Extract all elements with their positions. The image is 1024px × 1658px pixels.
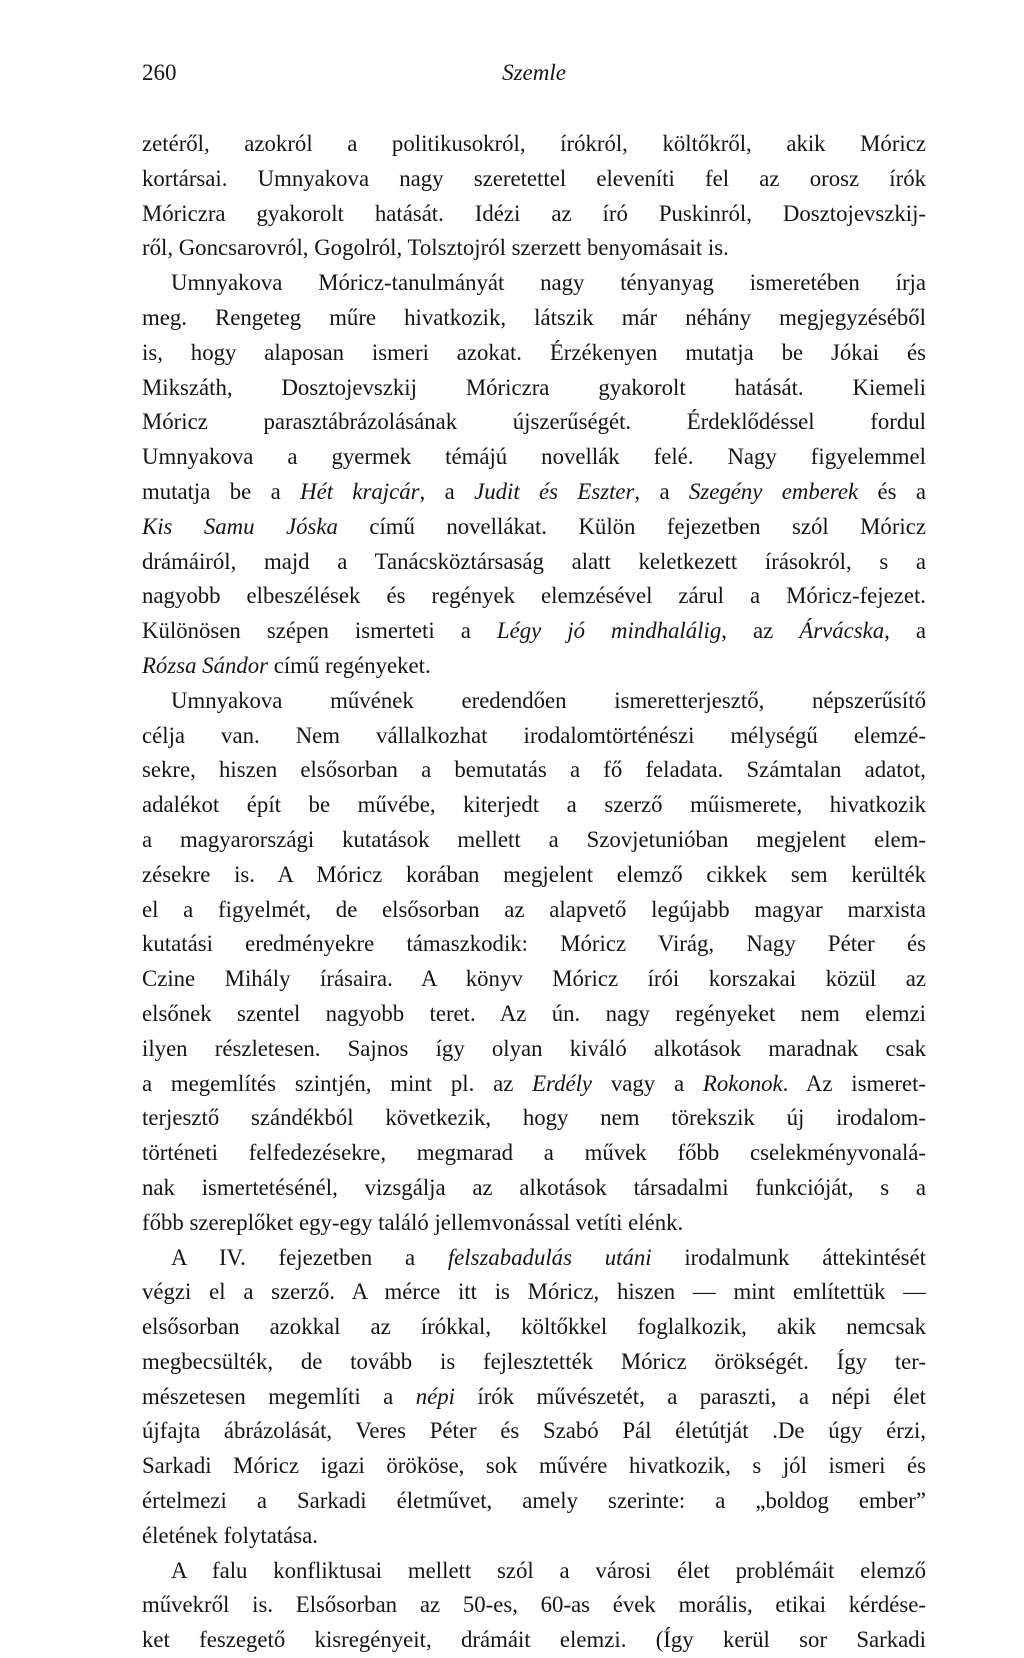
text-run: nagyobb elbeszélések és regények elemzésével zárul a Móricz-fejezet. — [142, 583, 926, 609]
text-run: mutatja be a — [142, 478, 301, 504]
italic-title: Judit és Eszter — [474, 478, 635, 504]
text-run: Móricz parasztábrázolásának újszerűségét. Érdeklődéssel fordul — [142, 409, 926, 435]
text-run: főbb szereplőket egy-egy találó jellemvonással vetíti elénk. — [142, 1209, 684, 1235]
text-line — [142, 1275, 926, 1310]
text-line — [142, 1171, 926, 1206]
text-run: zetéről, azokról a politikusokról, írókról, költőkről, akik Móricz — [142, 131, 926, 156]
text-line — [142, 927, 926, 962]
text-run: ket feszegető kisregényeit, drámáit elemzi. (Így kerül sor Sarkadi — [142, 1627, 926, 1653]
italic-title: Hét krajcár — [300, 478, 420, 504]
running-title: Szemle — [502, 60, 566, 85]
text-line — [142, 997, 926, 1032]
text-line — [142, 1101, 926, 1136]
paragraph — [142, 127, 926, 266]
text-run: végzi el a szerző. A mérce itt is Móricz, hiszen — mint említettük — — [142, 1279, 926, 1305]
text-run: elsősorban azokkal az írókkal, költőkkel foglalkozik, akik nemcsak — [142, 1314, 926, 1340]
text-run: , a — [419, 478, 475, 504]
text-run: mészetesen megemlíti a — [142, 1383, 416, 1409]
text-run: . Az ismeret- — [782, 1070, 926, 1096]
italic-title: Szegény emberek — [688, 478, 859, 504]
text-line — [142, 858, 926, 893]
text-line — [142, 371, 926, 406]
text-line — [142, 1449, 926, 1484]
text-line — [142, 336, 926, 371]
text-run: írók művészetét, a paraszti, a népi élet — [454, 1383, 926, 1409]
paragraph — [142, 1554, 926, 1658]
text-run: és a — [858, 478, 926, 504]
text-run: Umnyakova Móricz-tanulmányát nagy tényanyag ismeretében írja — [171, 270, 926, 296]
italic-title: Rózsa Sándor — [142, 652, 269, 678]
text-line — [142, 1345, 926, 1380]
italic-title: Rokonok — [702, 1070, 783, 1096]
text-line — [142, 1206, 926, 1241]
text-run: művekről is. Elsősorban az 50-es, 60-as évek morális, etikai kérdése- — [142, 1592, 926, 1618]
italic-title: Légy jó mindhalálig — [496, 618, 722, 644]
text-run: című novellákat. Külön fejezetben szól Móricz — [337, 513, 926, 539]
text-run: értelmezi a Sarkadi életművet, amely szerinte: a „boldog ember” — [142, 1488, 926, 1514]
text-run: el a figyelmét, de elsősorban az alapvető legújabb magyar marxista — [142, 896, 926, 922]
text-line — [142, 684, 926, 719]
text-run: ről, Goncsarovról, Gogolról, Tolsztojról szerzett benyomásait is. — [142, 235, 729, 261]
text-line — [142, 301, 926, 336]
paragraph — [142, 266, 926, 684]
text-line — [142, 579, 926, 614]
text-run: nak ismertetésénél, vizsgálja az alkotások társadalmi funkcióját, s a — [142, 1174, 926, 1200]
text-run: , a — [634, 478, 689, 504]
text-line — [142, 475, 926, 510]
text-line — [142, 649, 926, 684]
page-number: 260 — [142, 60, 177, 85]
text-line — [142, 1032, 926, 1067]
text-run: Móriczra gyakorolt hatását. Idézi az író Puskinról, Dosztojevszkij- — [142, 200, 926, 226]
text-line — [142, 197, 926, 232]
text-run: , a — [884, 618, 926, 644]
text-line — [142, 788, 926, 823]
text-run: meg. Rengeteg műre hivatkozik, látszik már néhány megjegyzéséből — [142, 304, 926, 330]
text-run: című regényeket. — [268, 652, 431, 678]
text-run: elsőnek szentel nagyobb teret. Az ún. nagy regényeket nem elemzi — [142, 1000, 926, 1026]
italic-title: felszabadulás utáni — [447, 1244, 652, 1270]
text-run: Különösen szépen ismerteti a — [142, 618, 497, 644]
text-line — [142, 405, 926, 440]
text-line — [142, 1067, 926, 1102]
text-run: sekre, hiszen elsősorban a bemutatás a fő feladata. Számtalan adatot, — [142, 757, 926, 783]
text-line — [142, 510, 926, 545]
text-run: ilyen részletesen. Sajnos így olyan kiváló alkotások maradnak csak — [142, 1035, 926, 1061]
text-run: kortársai. Umnyakova nagy szeretettel eleveníti fel az orosz írók — [142, 165, 926, 191]
text-line — [142, 1310, 926, 1345]
text-run: Mikszáth, Dosztojevszkij Móriczra gyakorolt hatását. Kiemeli — [142, 374, 926, 400]
text-line — [142, 162, 926, 197]
text-line — [142, 266, 926, 301]
text-run: életének folytatása. — [142, 1522, 318, 1548]
text-line — [142, 1484, 926, 1519]
text-run: is, hogy alaposan ismeri azokat. Érzékenyen mutatja be Jókai és — [142, 339, 926, 365]
text-run: a megemlítés szintjén, mint pl. az — [142, 1070, 533, 1096]
text-run: Sarkadi Móricz igazi örököse, sok művére hivatkozik, s jól ismeri és — [142, 1453, 926, 1479]
text-line — [142, 753, 926, 788]
text-run: kutatási eredményekre támaszkodik: Móricz Virág, Nagy Péter és — [142, 931, 926, 957]
text-line — [142, 1623, 926, 1658]
text-line — [142, 1519, 926, 1554]
text-line — [142, 440, 926, 475]
text-line — [142, 1241, 926, 1276]
text-line — [142, 962, 926, 997]
text-line — [142, 231, 926, 266]
text-line — [142, 545, 926, 580]
text-run: adalékot épít be művébe, kiterjedt a szerző műismerete, hivatkozik — [142, 792, 926, 818]
text-run: a magyarországi kutatások mellett a Szovjetunióban megjelent elem- — [142, 826, 926, 852]
text-run: A IV. fejezetben a — [171, 1244, 448, 1270]
text-line — [142, 1588, 926, 1623]
text-run: megbecsülték, de tovább is fejlesztették Móricz örökségét. Így ter- — [142, 1348, 926, 1374]
text-run: terjesztő szándékból következik, hogy nem törekszik új irodalom- — [142, 1105, 926, 1131]
text-run: irodalmunk áttekintését — [651, 1244, 926, 1270]
text-line — [142, 1414, 926, 1449]
text-line — [142, 1136, 926, 1171]
text-run: A falu konfliktusai mellett szól a városi élet problémáit elemző — [171, 1557, 926, 1583]
body-text — [142, 127, 926, 1658]
text-run: zésekre is. A Móricz korában megjelent elemző cikkek sem kerülték — [142, 861, 926, 887]
paragraph — [142, 684, 926, 1241]
text-run: Umnyakova a gyermek témájú novellák felé. Nagy figyelemmel — [142, 444, 926, 470]
page-header — [142, 60, 926, 94]
text-run: Umnyakova művének eredendően ismeretterjesztő, népszerűsítő — [171, 687, 926, 713]
text-run: célja van. Nem vállalkozhat irodalomtörténészi mélységű elemzé- — [142, 722, 926, 748]
text-line — [142, 719, 926, 754]
italic-title: népi — [415, 1383, 455, 1409]
text-line — [142, 823, 926, 858]
text-run: vagy a — [592, 1070, 703, 1096]
text-line — [142, 893, 926, 928]
text-line — [142, 127, 926, 162]
text-run: , az — [721, 618, 800, 644]
italic-title: Kis Samu Jóska — [142, 513, 338, 539]
text-run: Czine Mihály írásaira. A könyv Móricz írói korszakai közül az — [142, 966, 926, 992]
text-run: drámáiról, majd a Tanácsköztársaság alatt keletkezett írásokról, s a — [142, 548, 926, 574]
italic-title: Árvácska — [799, 618, 885, 644]
text-line — [142, 614, 926, 649]
text-line — [142, 1380, 926, 1415]
paragraph — [142, 1241, 926, 1554]
italic-title: Erdély — [532, 1070, 593, 1096]
text-line — [142, 1554, 926, 1589]
text-run: újfajta ábrázolását, Veres Péter és Szabó Pál életútját .De úgy érzi, — [142, 1418, 926, 1444]
text-run: történeti felfedezésekre, megmarad a művek főbb cselekményvonalá- — [142, 1140, 926, 1166]
